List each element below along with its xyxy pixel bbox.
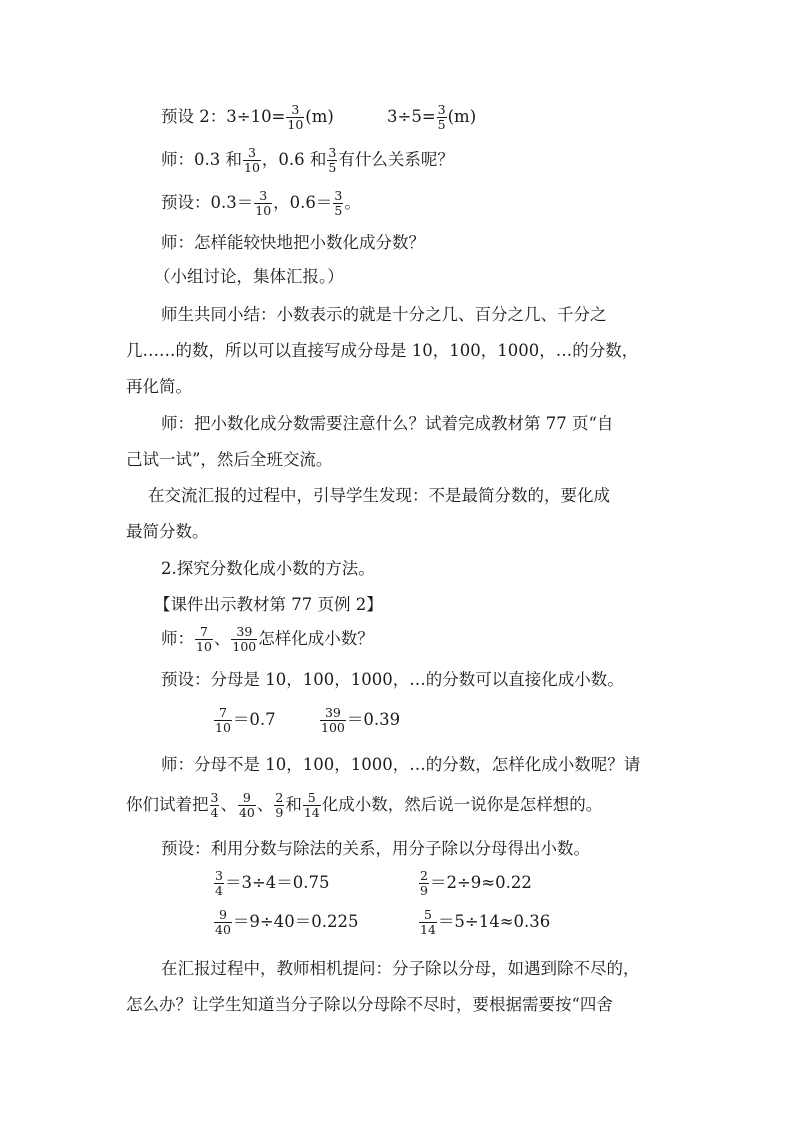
text: ，0.6 和 [261,150,327,169]
fraction-2-9 [274,791,284,820]
paragraph-line: 再化简。 [126,377,192,396]
denominator: 10 [287,117,304,132]
equation-9-40 [213,908,358,937]
fraction-3-10 [254,189,272,218]
fraction-3-10 [243,146,261,175]
numerator: 7 [195,625,213,640]
denominator: 100 [321,720,345,735]
fraction-2-9 [419,869,429,898]
denominator: 40 [238,805,255,820]
denominator: 10 [244,160,260,175]
paragraph-line: 在交流汇报的过程中，引导学生发现：不是最简分数的，要化成 [148,486,610,505]
equation-39-100 [319,706,400,735]
paragraph-line: 几……的数，所以可以直接写成分母是 10，100，1000，…的分数， [126,341,639,360]
denominator: 5 [328,160,337,175]
fraction-39-100 [231,625,257,654]
line-preset-2-second [387,103,476,132]
fraction-39-100 [320,706,346,735]
paragraph-line: 己试一试”，然后全班交流。 [126,450,333,469]
numerator: 3 [437,102,446,117]
numerator: 3 [334,188,343,203]
text: 师：0.3 和 [161,150,242,169]
fraction-9-40 [214,908,232,937]
line-teacher-question-relation [161,146,454,175]
text: ＝5÷14≈0.36 [437,912,551,931]
fraction-5-14 [419,908,437,937]
fraction-3-5 [333,189,343,218]
text: (m) [447,107,477,126]
text: 、 [213,629,231,648]
paragraph-line: 预设：分母是 10，100，1000，…的分数可以直接化成小数。 [161,670,624,689]
fraction-7-10 [195,625,213,654]
equation-5-14 [418,908,550,937]
text: ，0.6＝ [273,193,333,212]
text: 预设 2：3÷10= [161,107,286,126]
equation-7-10 [213,706,276,735]
fraction-3-5 [437,103,447,132]
denominator: 10 [215,720,231,735]
text: 。 [344,193,361,212]
section-heading: 2.探究分数化成小数的方法。 [161,559,375,578]
paragraph-line: 师生共同小结：小数表示的就是十分之几、百分之几、千分之 [161,305,607,324]
slide-note: 【课件出示教材第 77 页例 2】 [154,595,383,614]
equation-3-4 [213,869,330,898]
line-teacher-how-to-convert [161,625,374,654]
numerator: 9 [214,908,232,923]
paragraph-line: 师：怎样能较快地把小数化成分数？ [161,233,425,252]
denominator: 4 [210,805,219,820]
paragraph-line: 预设：利用分数与除法的关系，用分子除以分母得出小数。 [161,839,590,858]
text: 3÷5= [387,107,436,126]
denominator: 9 [275,805,284,820]
text: ＝3÷4＝0.75 [224,873,330,892]
fraction-3-4 [210,791,220,820]
numerator: 5 [419,908,437,923]
text: 化成小数，然后说一说你是怎样想的。 [321,795,603,814]
denominator: 9 [420,883,428,898]
text: 你们试着把 [126,795,209,814]
numerator: 2 [420,868,428,883]
line-preset-2 [161,103,334,132]
text: ＝2÷9≈0.22 [429,873,532,892]
denominator: 10 [255,203,272,218]
text: ＝0.7 [232,710,276,729]
numerator: 5 [303,791,321,806]
numerator: 3 [286,103,304,118]
fraction-3-4 [214,869,224,898]
denominator: 100 [232,639,257,654]
text: ＝9÷40＝0.225 [232,912,359,931]
paragraph-line: 师：把小数化成分数需要注意什么？试着完成教材第 77 页“自 [161,414,614,433]
numerator: 3 [215,868,223,883]
numerator: 3 [243,146,261,161]
text: 预设：0.3＝ [161,193,254,212]
equation-2-9 [418,869,532,898]
numerator: 3 [210,790,219,805]
paragraph-line: 在汇报过程中，教师相机提问：分子除以分母，如遇到除不尽的， [161,959,640,978]
numerator: 3 [254,189,272,204]
text: 、 [220,795,237,814]
denominator: 40 [215,922,231,937]
fraction-7-10 [214,706,232,735]
numerator: 2 [275,790,284,805]
denominator: 5 [437,117,446,132]
denominator: 5 [334,203,343,218]
text: 、 [256,795,274,814]
denominator: 14 [303,805,320,820]
text: ＝0.39 [346,710,401,729]
paragraph-line: 最简分数。 [126,522,209,541]
denominator: 10 [196,639,212,654]
fraction-9-40 [238,791,256,820]
text: 和 [285,795,302,814]
fraction-5-14 [303,791,321,820]
text: 师： [161,629,194,648]
denominator: 4 [215,883,223,898]
text: (m) [305,107,334,126]
denominator: 14 [420,922,436,937]
numerator: 39 [231,625,257,640]
numerator: 7 [214,706,232,721]
numerator: 9 [238,791,256,806]
paragraph-line: （小组讨论，集体汇报。） [154,267,344,286]
paragraph-line: 师：分母不是 10，100，1000，…的分数，怎样化成小数呢？请 [161,755,641,774]
text: 有什么关系呢？ [338,150,454,169]
fraction-3-10 [286,103,304,132]
paragraph-line: 怎么办？让学生知道当分子除以分母除不尽时，要根据需要按“四舍 [126,995,613,1014]
numerator: 39 [320,706,346,721]
text: 怎样化成小数？ [258,629,374,648]
numerator: 3 [328,145,337,160]
line-preset-answer [161,189,361,218]
line-try-convert [126,791,602,820]
fraction-3-5 [327,146,337,175]
